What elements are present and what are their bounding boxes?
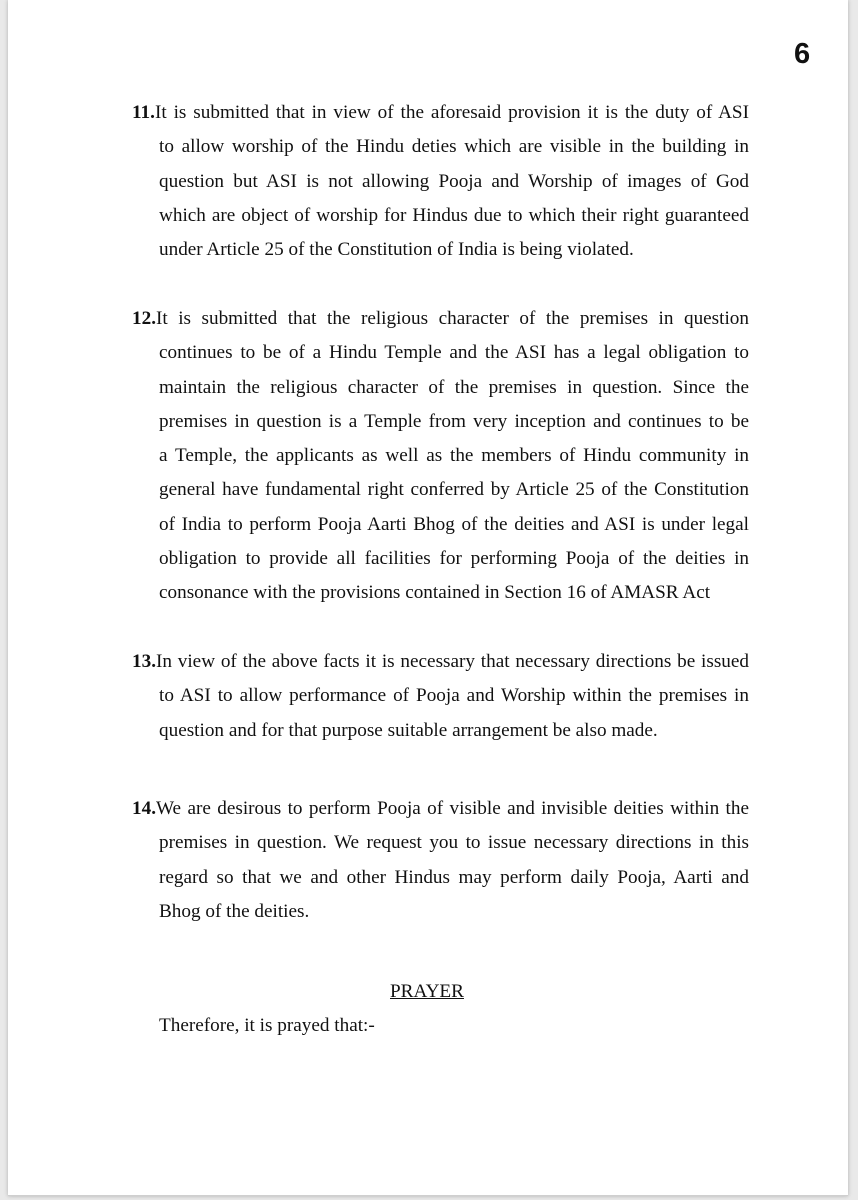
page-number: 6 xyxy=(794,38,811,70)
prayer-intro: Therefore, it is prayed that:- xyxy=(159,1015,375,1036)
paragraph-line: 13.In view of the above facts it is necessary that necessary directions be issued xyxy=(132,651,749,672)
paragraph-line: question but ASI is not allowing Pooja and Worship of images of God xyxy=(159,170,749,192)
paragraph-line: consonance with the provisions contained in Section 16 of AMASR Act xyxy=(159,582,711,604)
paragraph-number: 11. xyxy=(132,102,155,123)
paragraph-line: of India to perform Pooja Aarti Bhog of the deities and ASI is under legal xyxy=(159,513,749,535)
paragraph-line: to ASI to allow performance of Pooja and Worship within the premises in xyxy=(159,685,749,707)
paragraph-13 xyxy=(132,645,749,748)
paragraph-line: regard so that we and other Hindus may perform daily Pooja, Aarti and xyxy=(159,866,749,888)
paragraph-number: 14. xyxy=(132,798,156,819)
paragraph-line: which are object of worship for Hindus due to which their right guaranteed xyxy=(159,204,749,226)
paragraph-line: a Temple, the applicants as well as the members of Hindu community in xyxy=(159,445,749,467)
paragraph-number: 12. xyxy=(132,308,156,329)
paragraph-14 xyxy=(132,792,749,929)
paragraph-line: to allow worship of the Hindu deties which are visible in the building in xyxy=(159,136,749,158)
document-page xyxy=(8,0,848,1196)
paragraph-line: general have fundamental right conferred by Article 25 of the Constitution xyxy=(159,479,749,501)
paragraph-line: 14.We are desirous to perform Pooja of visible and invisible deities within the xyxy=(132,798,749,819)
paragraph-line: obligation to provide all facilities for performing Pooja of the deities in xyxy=(159,548,749,570)
paragraph-line: 12.It is submitted that the religious character of the premises in question xyxy=(132,308,749,329)
paragraph-line: under Article 25 of the Constitution of India is being violated. xyxy=(159,239,634,261)
prayer-heading: PRAYER xyxy=(390,981,464,1002)
paragraph-number: 13. xyxy=(132,651,156,672)
paragraph-line: Bhog of the deities. xyxy=(159,900,310,922)
paragraph-11 xyxy=(132,96,749,267)
paragraph-12 xyxy=(132,302,749,611)
paragraph-line: premises in question is a Temple from very inception and continues to be xyxy=(159,410,749,432)
paragraph-line: maintain the religious character of the premises in question. Since the xyxy=(159,376,749,398)
paragraph-line: continues to be of a Hindu Temple and the ASI has a legal obligation to xyxy=(159,342,749,364)
paragraph-line: question and for that purpose suitable arrangement be also made. xyxy=(159,719,658,741)
paragraph-line: premises in question. We request you to issue necessary directions in this xyxy=(159,832,749,854)
paragraph-line: 11.It is submitted that in view of the aforesaid provision it is the duty of ASI xyxy=(132,102,749,123)
